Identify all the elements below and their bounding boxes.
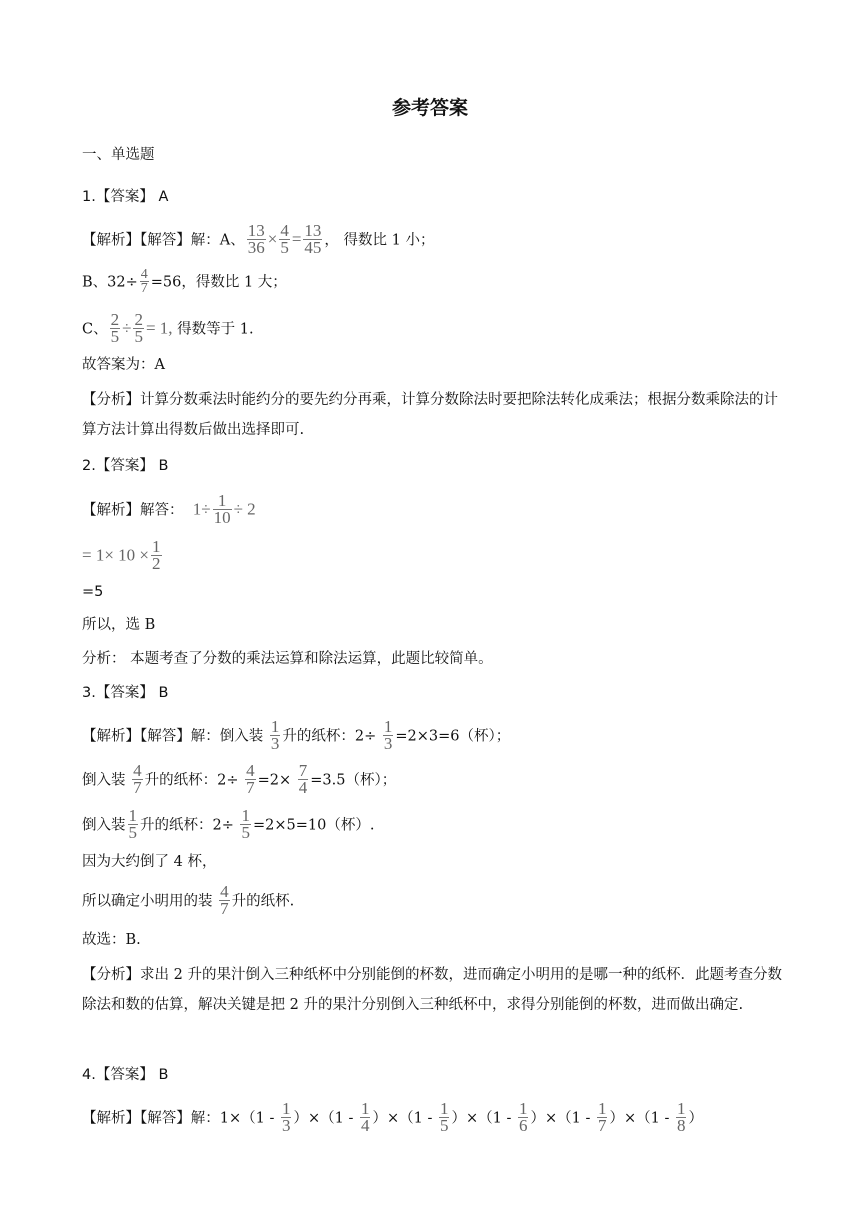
q1-analysis-c (82, 310, 254, 346)
q1-explain: 【分析】计算分数乘法时能约分的要先约分再乘，计算分数除法时要把除法转化成乘法；根据分数乘除法的计算方法计算出得数后做出选择即可. (82, 392, 778, 438)
text-fragment: 8 (676, 1116, 686, 1135)
text-fragment: 5 (134, 327, 143, 346)
text-fragment: 1 (152, 537, 161, 556)
q1-conclusion: 故答案为：A (82, 357, 165, 373)
q4-answer: 4.【答案】 B (82, 1067, 169, 1083)
text-fragment: 4 (298, 778, 308, 797)
text-fragment: 45 (304, 238, 322, 257)
text-fragment: ， 得数比 1 小； (324, 232, 435, 249)
fraction (360, 1101, 371, 1134)
text-fragment: =2×5=10（杯）. (252, 817, 375, 834)
text-fragment: 2 (110, 310, 120, 329)
text-fragment: 1 (597, 1099, 607, 1118)
text-fragment: 13 (247, 221, 265, 240)
fraction (247, 223, 266, 256)
text-fragment: 4 (246, 761, 255, 780)
text-fragment: 【解析】解答： (82, 502, 184, 519)
text-fragment: =3.5（杯）； (310, 772, 397, 789)
text-fragment: 5 (280, 238, 289, 257)
fraction (245, 763, 256, 796)
fraction (383, 719, 394, 752)
text-fragment: 1 (676, 1099, 686, 1118)
text-fragment: 7 (140, 281, 148, 296)
text-fragment: 5 (110, 327, 120, 346)
text-fragment: 【解析】【解答】解：1×（1 - (82, 1110, 275, 1127)
text-fragment: 1 (128, 806, 137, 825)
text-fragment: 4 (360, 1116, 370, 1135)
text-fragment: ） (688, 1110, 703, 1127)
fraction (676, 1101, 687, 1134)
text-fragment: 1 (241, 806, 250, 825)
text-fragment: 13 (304, 221, 322, 240)
fraction (279, 223, 290, 256)
text-fragment: 3 (281, 1116, 291, 1135)
text-fragment: = 1, (145, 318, 173, 338)
text-fragment: 7 (220, 899, 229, 918)
text-fragment: ÷ (122, 318, 132, 338)
fraction (518, 1101, 529, 1134)
text-fragment: = 1× 10 × (82, 545, 150, 565)
text-fragment: 1 (383, 717, 393, 736)
text-fragment: 1 (518, 1099, 528, 1118)
text-fragment: 3 (270, 734, 280, 753)
text-fragment: 1 (439, 1099, 449, 1118)
q3-answer: 3.【答案】 B (82, 685, 169, 701)
text-fragment: 4 (140, 267, 148, 282)
fraction (240, 808, 251, 841)
q2-step (82, 537, 164, 573)
text-fragment: ）×（1 - (372, 1110, 433, 1127)
text-fragment: 7 (133, 778, 142, 797)
text-fragment: 1÷ (192, 499, 211, 519)
text-fragment: 6 (518, 1116, 528, 1135)
text-fragment: 升的纸杯：2÷ (144, 772, 239, 789)
text-fragment: 4 (220, 882, 229, 901)
text-fragment: 1 (281, 1099, 291, 1118)
q3-line3 (82, 806, 375, 842)
fraction (270, 719, 281, 752)
text-fragment: 【解析】【解答】解：A、 (82, 232, 245, 249)
text-fragment: B、32÷ (82, 274, 138, 291)
q3-line1 (82, 717, 511, 753)
fraction (298, 763, 309, 796)
text-fragment: 7 (597, 1116, 607, 1135)
text-fragment: 倒入装 (82, 817, 126, 834)
fraction (132, 763, 143, 796)
text-fragment: 升的纸杯：2÷ (140, 817, 234, 834)
fraction (133, 312, 144, 345)
text-fragment: 升的纸杯. (231, 893, 295, 910)
text-fragment: 3 (383, 734, 393, 753)
text-fragment: 5 (128, 823, 137, 842)
q3-line4: 因为大约倒了 4 杯， (82, 854, 217, 870)
text-fragment: =56，得数比 1 大； (150, 274, 287, 291)
text-fragment: ）×（1 - (609, 1110, 670, 1127)
text-fragment: 4 (280, 221, 289, 240)
text-fragment: 1 (217, 491, 227, 510)
text-fragment: ）×（1 - (293, 1110, 354, 1127)
fraction (303, 223, 322, 256)
q4-analysis (82, 1099, 703, 1135)
text-fragment: C、 (82, 321, 108, 338)
text-fragment: 得数等于 1. (172, 321, 254, 338)
fraction (219, 884, 230, 917)
page-title: 参考答案 (391, 97, 468, 119)
fraction (110, 312, 121, 345)
text-fragment: 4 (133, 761, 142, 780)
q1-answer: 1.【答案】 A (82, 189, 169, 205)
fraction (213, 493, 232, 526)
text-fragment: 36 (247, 238, 265, 257)
q1-analysis-b (82, 269, 287, 296)
text-fragment: 7 (246, 778, 255, 797)
q1-analysis-a (82, 221, 435, 257)
q3-line2 (82, 761, 397, 797)
text-fragment: 1 (360, 1099, 370, 1118)
q2-answer: 2.【答案】 B (82, 458, 169, 474)
fraction (151, 539, 162, 572)
text-fragment: × (267, 229, 278, 249)
text-fragment: 7 (298, 761, 308, 780)
q2-analysis (82, 491, 256, 527)
text-fragment: =2×3=6（杯）； (395, 728, 511, 745)
fraction (281, 1101, 292, 1134)
text-fragment: 所以确定小明用的装 (82, 893, 213, 910)
fraction (439, 1101, 450, 1134)
text-fragment: ÷ 2 (233, 499, 256, 519)
fraction (128, 808, 139, 841)
text-fragment: 1 (270, 717, 280, 736)
q3-conclusion: 故选：B. (82, 932, 141, 948)
text-fragment: 倒入装 (82, 772, 126, 789)
text-fragment: =2× (257, 772, 292, 789)
q2-conclusion: 所以，选 B (82, 617, 156, 633)
text-fragment: 5 (241, 823, 250, 842)
q3-explain: 【分析】求出 2 升的果汁倒入三种纸杯中分别能倒的杯数，进而确定小明用的是哪一种的纸杯．此题考查分数除法和数的估算，解决关键是把 2 升的果汁分别倒入三种纸杯中，求得分别能倒的杯数，进而做出确定. (82, 967, 782, 1013)
text-fragment: 10 (213, 508, 231, 527)
q3-line5 (82, 882, 295, 918)
q2-explain: 分析： 本题考查了分数的乘法运算和除法运算，此题比较简单。 (82, 651, 493, 667)
text-fragment: = (291, 229, 302, 249)
text-fragment: 5 (439, 1116, 449, 1135)
text-fragment: ）×（1 - (451, 1110, 512, 1127)
text-fragment: 升的纸杯：2÷ (282, 728, 377, 745)
section-heading: 一、单选题 (82, 147, 155, 163)
fraction (140, 268, 149, 295)
q2-result: =5 (82, 584, 104, 600)
fraction (597, 1101, 608, 1134)
text-fragment: 2 (134, 310, 143, 329)
text-fragment: 2 (152, 554, 161, 573)
text-fragment: ）×（1 - (530, 1110, 591, 1127)
text-fragment: 【解析】【解答】解：倒入装 (82, 728, 264, 745)
